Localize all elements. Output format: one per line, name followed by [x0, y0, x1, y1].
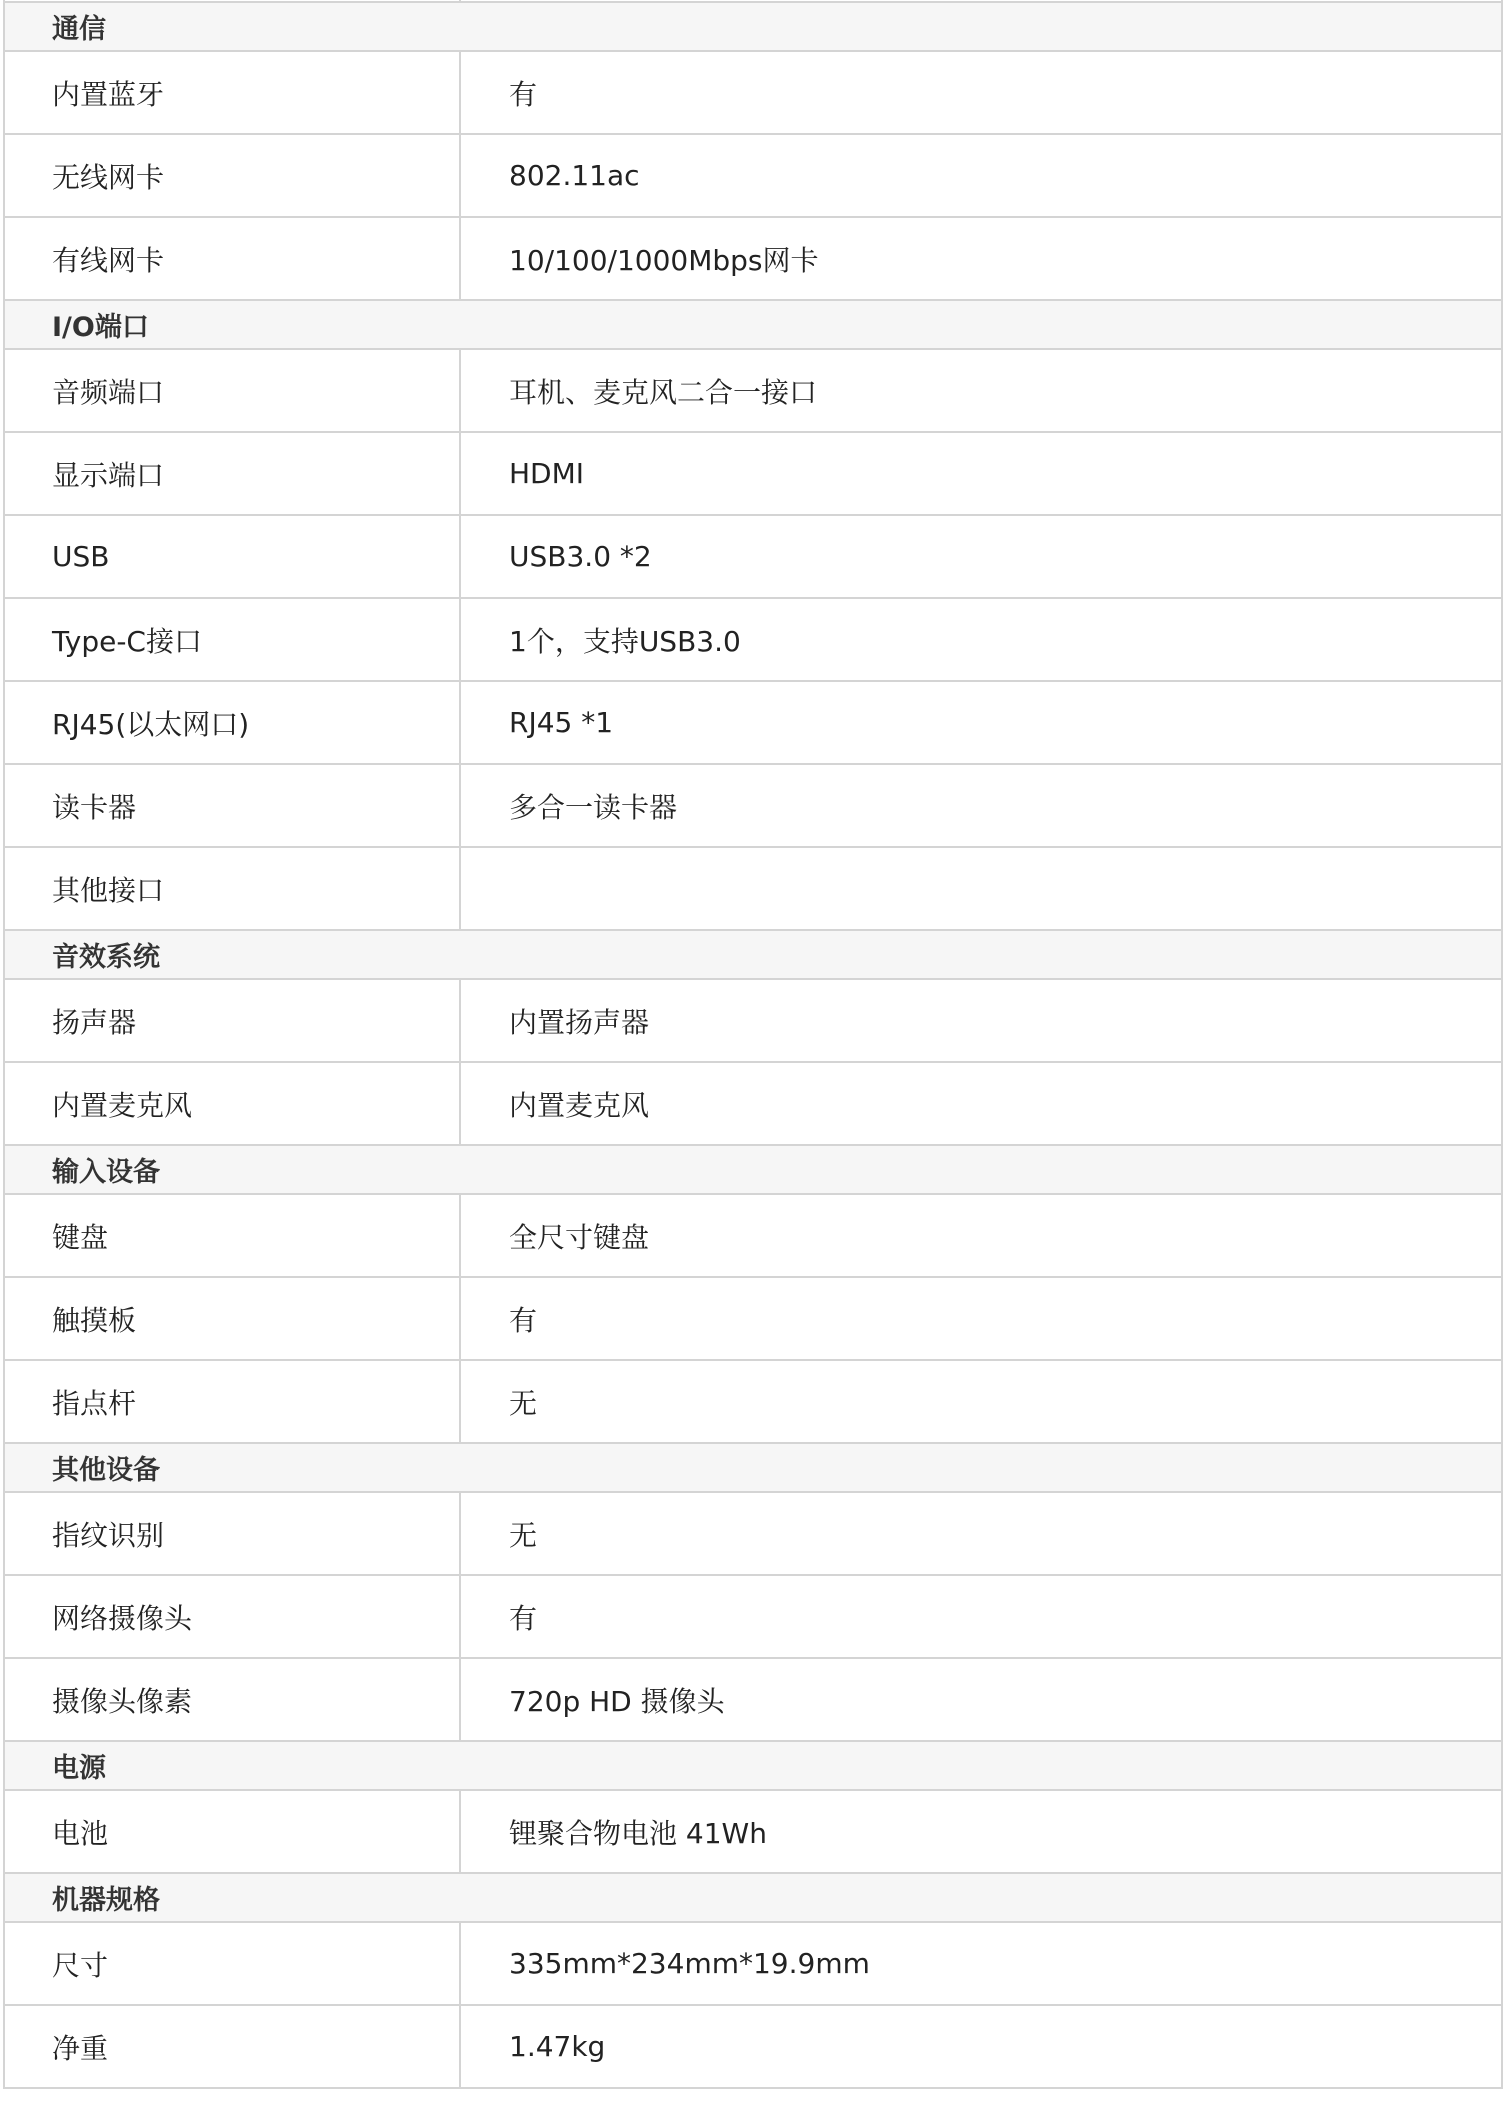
- spec-row: [4, 349, 1502, 432]
- spec-row: [4, 1277, 1502, 1360]
- spec-key: RJ45(以太网口): [4, 681, 460, 764]
- spec-key: 其他接口: [4, 847, 460, 930]
- spec-row: [4, 51, 1502, 134]
- spec-key: 指点杆: [4, 1360, 460, 1443]
- spec-value: 802.11ac: [460, 134, 1502, 217]
- spec-key: 触摸板: [4, 1277, 460, 1360]
- spec-key: 显示端口: [4, 432, 460, 515]
- spec-value: 720p HD 摄像头: [460, 1658, 1502, 1741]
- spec-row: [4, 1922, 1502, 2005]
- spec-value: HDMI: [460, 432, 1502, 515]
- section-title: 输入设备: [4, 1145, 1502, 1194]
- section-header: [4, 1443, 1502, 1492]
- spec-value: 内置麦克风: [460, 1062, 1502, 1145]
- section-header: [4, 2, 1502, 51]
- spec-key: 音频端口: [4, 349, 460, 432]
- spec-key: 内置麦克风: [4, 1062, 460, 1145]
- spec-row: [4, 598, 1502, 681]
- spec-value: 无: [460, 1492, 1502, 1575]
- section-title: 音效系统: [4, 930, 1502, 979]
- spec-value: 有: [460, 1277, 1502, 1360]
- spec-value: 1.47kg: [460, 2005, 1502, 2088]
- spec-value: 锂聚合物电池 41Wh: [460, 1790, 1502, 1873]
- spec-value: 1个，支持USB3.0: [460, 598, 1502, 681]
- spec-row: [4, 681, 1502, 764]
- section-title: 其他设备: [4, 1443, 1502, 1492]
- spec-row: [4, 1790, 1502, 1873]
- spec-value: 全尺寸键盘: [460, 1194, 1502, 1277]
- spec-key: 读卡器: [4, 764, 460, 847]
- spec-key: 指纹识别: [4, 1492, 460, 1575]
- spec-key: 网络摄像头: [4, 1575, 460, 1658]
- spec-value: 335mm*234mm*19.9mm: [460, 1922, 1502, 2005]
- section-title: 电源: [4, 1741, 1502, 1790]
- spec-row: [4, 515, 1502, 598]
- section-title: 机器规格: [4, 1873, 1502, 1922]
- spec-row: [4, 1062, 1502, 1145]
- spec-value: 内置扬声器: [460, 979, 1502, 1062]
- spec-value: USB3.0 *2: [460, 515, 1502, 598]
- spec-row: [4, 134, 1502, 217]
- spec-key: 尺寸: [4, 1922, 460, 2005]
- spec-row: [4, 2005, 1502, 2088]
- section-header: [4, 930, 1502, 979]
- section-title: 通信: [4, 2, 1502, 51]
- spec-key: 有线网卡: [4, 217, 460, 300]
- spec-table-body: [4, 0, 1502, 2088]
- spec-row: [4, 1658, 1502, 1741]
- spec-row: [4, 847, 1502, 930]
- section-header: [4, 1145, 1502, 1194]
- spec-row: [4, 764, 1502, 847]
- spec-row: [4, 1194, 1502, 1277]
- spec-row: [4, 217, 1502, 300]
- spec-value: 有: [460, 1575, 1502, 1658]
- spec-value: RJ45 *1: [460, 681, 1502, 764]
- spec-value: 多合一读卡器: [460, 764, 1502, 847]
- spec-value: 10/100/1000Mbps网卡: [460, 217, 1502, 300]
- section-header: [4, 1873, 1502, 1922]
- spec-row: [4, 979, 1502, 1062]
- spec-value: [460, 847, 1502, 930]
- spec-row: [4, 1492, 1502, 1575]
- section-title: I/O端口: [4, 300, 1502, 349]
- spec-key: Type-C接口: [4, 598, 460, 681]
- spec-key: 摄像头像素: [4, 1658, 460, 1741]
- spec-value: 有: [460, 51, 1502, 134]
- spec-key: 无线网卡: [4, 134, 460, 217]
- spec-key: 键盘: [4, 1194, 460, 1277]
- spec-row: [4, 1360, 1502, 1443]
- section-header: [4, 1741, 1502, 1790]
- spec-table: [3, 0, 1503, 2089]
- section-header: [4, 300, 1502, 349]
- spec-key: 扬声器: [4, 979, 460, 1062]
- spec-row: [4, 432, 1502, 515]
- spec-key: 内置蓝牙: [4, 51, 460, 134]
- spec-row: [4, 1575, 1502, 1658]
- spec-value: 无: [460, 1360, 1502, 1443]
- spec-key: 净重: [4, 2005, 460, 2088]
- spec-key: USB: [4, 515, 460, 598]
- spec-key: 电池: [4, 1790, 460, 1873]
- spec-value: 耳机、麦克风二合一接口: [460, 349, 1502, 432]
